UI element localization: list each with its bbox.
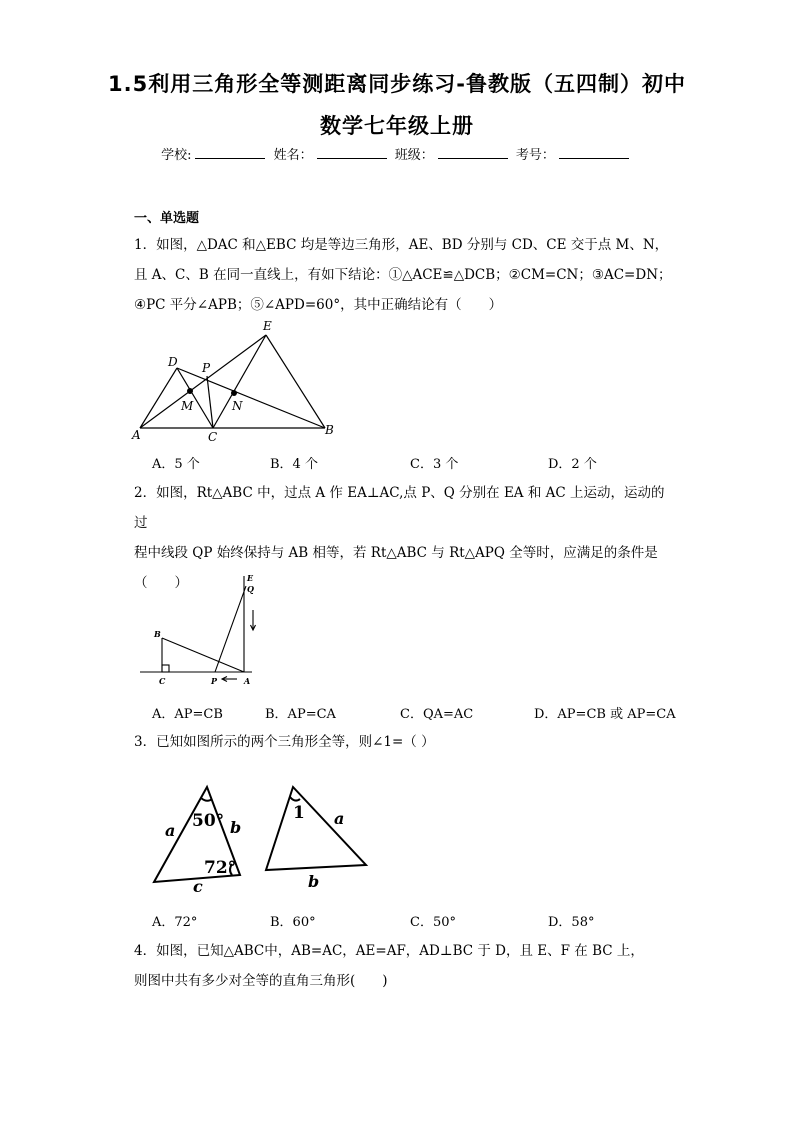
q2-option-b[interactable]: B．AP=CA: [265, 707, 336, 722]
fig1-label-n: N: [232, 399, 243, 413]
q3-option-b[interactable]: B．60°: [270, 915, 316, 930]
question-1-line: 1．如图，△DAC 和△EBC 均是等边三角形，AE、BD 分别与 CD、CE 交于点 M、N，: [134, 237, 669, 253]
question-4-line: 4．如图，已知△ABC中，AB=AC，AE=AF，AD⊥BC 于 D，且 E、F 在 BC 上，: [134, 943, 644, 959]
fig1-label-c: C: [208, 430, 218, 443]
question-4-line: 则图中共有多少对全等的直角三角形( ): [134, 973, 388, 989]
fig1-label-b: B: [325, 423, 334, 437]
fig3-side-b2: b: [308, 872, 320, 891]
question-2-line: 程中线段 QP 始终保持与 AB 相等，若 Rt△ABC 与 Rt△APQ 全等时，应满足的条件是: [134, 545, 658, 561]
page-title-line1: 1.5利用三角形全等测距离同步练习-鲁教版（五四制）初中: [108, 72, 686, 96]
number-label: 考号：: [515, 148, 555, 163]
fig2-label-c: C: [159, 676, 166, 686]
number-blank[interactable]: [559, 146, 629, 159]
q2-option-a[interactable]: A．AP=CB: [152, 707, 223, 722]
q2-option-c[interactable]: C．QA=AC: [400, 707, 474, 722]
class-label: 班级：: [394, 148, 434, 163]
question-1-line: 且 A、C、B 在同一直线上，有如下结论：①△ACE≌△DCB；②CM=CN；③AC=DN；: [134, 267, 672, 283]
q3-option-a[interactable]: A．72°: [152, 915, 198, 930]
fig3-side-a: a: [165, 821, 176, 840]
question-1: [134, 230, 674, 320]
page-title-line2: 数学七年级上册: [320, 114, 474, 138]
name-label: 姓名：: [273, 148, 313, 163]
question-2-figure: [140, 572, 270, 687]
class-blank[interactable]: [438, 146, 508, 159]
fig3-angle-50: 50°: [192, 811, 225, 831]
fig2-label-a: A: [244, 676, 251, 686]
fig3-angle-1: 1: [293, 803, 305, 823]
fig2-label-q: Q: [247, 584, 254, 594]
student-info: [0, 144, 794, 163]
question-1-figure: [130, 318, 340, 443]
school-blank[interactable]: [195, 146, 265, 159]
question-2-line: （ ）: [134, 575, 188, 591]
school-label: 学校:: [161, 148, 192, 163]
q2-option-d[interactable]: D．AP=CB 或 AP=CA: [534, 707, 676, 722]
question-3-line: 3．已知如图所示的两个三角形全等，则∠1=（ ）: [134, 734, 435, 750]
fig3-side-a2: a: [334, 809, 345, 828]
q1-option-b[interactable]: B．4 个: [270, 457, 318, 472]
q1-option-d[interactable]: D．2 个: [548, 457, 597, 472]
question-3: [134, 727, 674, 757]
question-4: [134, 936, 674, 996]
question-3-figure: [148, 782, 378, 897]
fig3-angle-72: 72°: [204, 858, 237, 878]
fig1-label-p: P: [202, 361, 211, 375]
fig3-side-b: b: [230, 818, 242, 837]
fig2-label-p: P: [211, 676, 218, 686]
name-blank[interactable]: [317, 146, 387, 159]
q3-option-d[interactable]: D．58°: [548, 915, 595, 930]
question-2-line: 2．如图，Rt△ABC 中，过点 A 作 EA⊥AC,点 P、Q 分别在 EA 和 AC 上运动，运动的过: [134, 485, 665, 531]
fig3-side-c: c: [193, 877, 203, 896]
fig2-label-e: E: [247, 573, 254, 583]
fig1-label-d: D: [168, 355, 178, 369]
q3-option-c[interactable]: C．50°: [410, 915, 456, 930]
fig2-label-b: B: [154, 629, 161, 639]
q1-option-c[interactable]: C．3 个: [410, 457, 459, 472]
fig1-label-m: M: [181, 399, 194, 413]
fig1-label-a: A: [132, 428, 141, 442]
section-heading: 一、单选题: [134, 211, 200, 226]
q1-option-a[interactable]: A．5 个: [152, 457, 200, 472]
question-1-line: ④PC 平分∠APB；⑤∠APD=60°，其中正确结论有（ ）: [134, 297, 503, 313]
fig1-label-e: E: [263, 319, 272, 333]
